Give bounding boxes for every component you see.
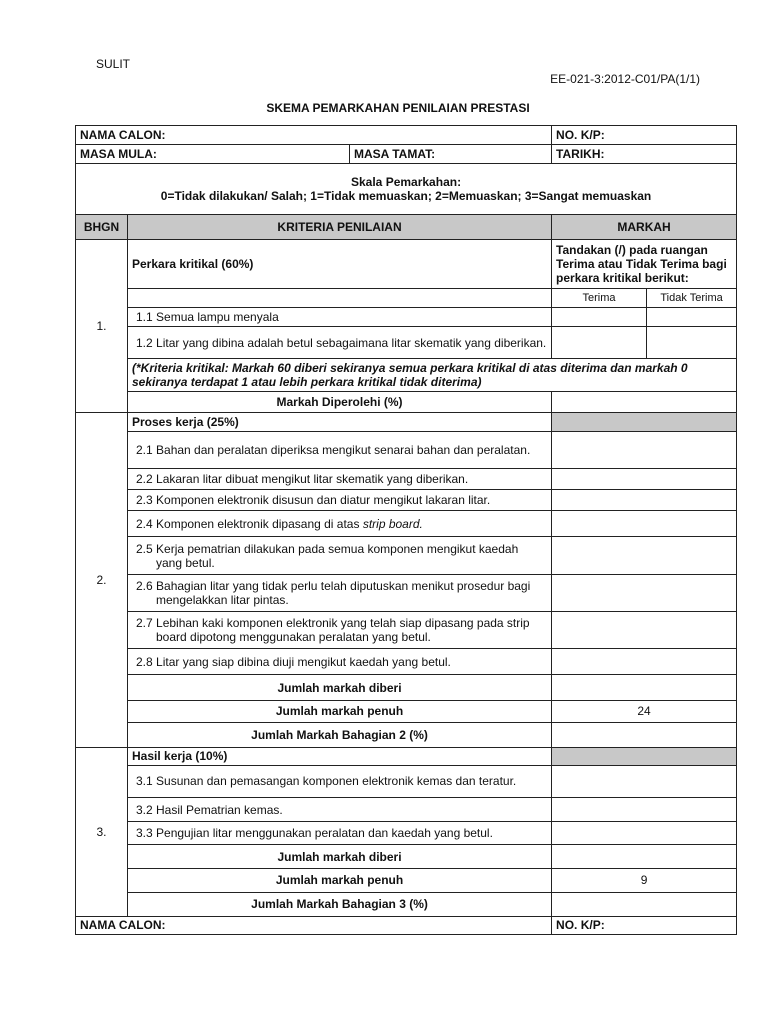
mark-cell[interactable] [552,574,737,611]
table-row [76,327,737,359]
section2-full-value: 24 [552,701,737,722]
criterion-item: 1.2 Litar yang dibina adalah betul sebagaimana litar skematik yang diberikan. [128,327,552,359]
scale-box [76,164,737,214]
section1-heading-row [76,239,737,288]
mark-cell[interactable] [552,431,737,468]
criterion-item: 3.3 Pengujian litar menggunakan peralatan dan kaedah yang betul. [128,822,552,845]
table-row [76,469,737,490]
footer-kp-field[interactable]: NO. K/P: [552,916,737,934]
table-row [76,537,737,574]
accept-column-label: Terima [552,288,647,307]
mark-cell[interactable] [552,765,737,797]
section1-total-label: Markah Diperolehi (%) [128,391,552,412]
table-row [76,308,737,327]
header-section: BHGN [76,214,128,239]
section2-given-label: Jumlah markah diberi [128,675,552,701]
accept-cell[interactable] [552,327,647,359]
section3-heading: Hasil kerja (10%) [128,747,552,765]
section3-percent-label: Jumlah Markah Bahagian 3 (%) [128,892,552,916]
section2-number: 2. [76,412,128,747]
section2-percent-row [76,722,737,747]
table-row [76,797,737,821]
mark-cell[interactable] [552,611,737,648]
section3-given-label: Jumlah markah diberi [128,845,552,869]
header-criteria: KRITERIA PENILAIAN [128,214,552,239]
section3-number: 3. [76,747,128,916]
section3-full-value: 9 [552,869,737,892]
candidate-row [76,126,737,145]
header-marks: MARKAH [552,214,737,239]
section1-spacer [128,288,552,307]
footer-candidate-row [76,916,737,934]
section3-percent-row [76,892,737,916]
footer-name-field[interactable]: NAMA CALON: [76,916,552,934]
table-row [76,490,737,511]
table-row [76,649,737,675]
section3-heading-shade [552,747,737,765]
section1-total-row [76,391,737,412]
criterion-item: 2.3 Komponen elektronik disusun dan diatur mengikut lakaran litar. [128,490,552,511]
reject-cell[interactable] [647,308,737,327]
reject-column-label: Tidak Terima [647,288,737,307]
time-row [76,145,737,164]
section3-full-row [76,869,737,892]
criterion-item: 2.6 Bahagian litar yang tidak perlu telah diputuskan menikut prosedur bagi mengelakkan litar pintas. [128,574,552,611]
section1-number: 1. [76,239,128,412]
criterion-item: 3.2 Hasil Pematrian kemas. [128,797,552,821]
section1-columns-row [76,288,737,307]
scale-levels: 0=Tidak dilakukan/ Salah; 1=Tidak memuaskan; 2=Memuaskan; 3=Sangat memuaskan [160,188,652,203]
section3-given-value[interactable] [552,845,737,869]
section2-heading: Proses kerja (25%) [128,412,552,431]
table-row [76,765,737,797]
section1-total-value[interactable] [552,391,737,412]
table-row [76,611,737,648]
section2-given-value[interactable] [552,675,737,701]
criterion-item-italic: strip board. [362,516,423,531]
table-row [76,511,737,537]
section1-instruction: Tandakan (/) pada ruangan Terima atau Tidak Terima bagi perkara kritikal berikut: [552,239,737,288]
mark-cell[interactable] [552,822,737,845]
candidate-name-field[interactable]: NAMA CALON: [76,126,552,145]
critical-note-row [76,359,737,391]
section3-given-row [76,845,737,869]
criterion-item: 3.1 Susunan dan pemasangan komponen elektronik kemas dan teratur. [128,765,552,797]
section3-percent-value[interactable] [552,892,737,916]
criterion-item: 2.2 Lakaran litar dibuat mengikut litar skematik yang diberikan. [128,469,552,490]
section2-heading-row [76,412,737,431]
mark-cell[interactable] [552,649,737,675]
criterion-item: 2.5 Kerja pematrian dilakukan pada semua komponen mengikut kaedah yang betul. [128,537,552,574]
accept-cell[interactable] [552,308,647,327]
section3-full-label: Jumlah markah penuh [128,869,552,892]
mark-cell[interactable] [552,797,737,821]
page-title: SKEMA PEMARKAHAN PENILAIAN PRESTASI [266,101,530,115]
mark-cell[interactable] [552,469,737,490]
criterion-item: 2.7 Lebihan kaki komponen elektronik yang telah siap dipasang pada strip board dipotong menggunakan peralatan yang betul. [128,611,552,648]
start-time-field[interactable]: MASA MULA: [76,145,350,164]
mark-cell[interactable] [552,511,737,537]
section2-given-row [76,675,737,701]
assessment-table [75,125,737,935]
table-row [76,431,737,468]
criterion-item: 2.1 Bahan dan peralatan diperiksa mengikut senarai bahan dan peralatan. [128,431,552,468]
table-header-row [76,214,737,239]
document-code: EE-021-3:2012-C01/PA(1/1) [550,72,700,86]
criterion-item: 1.1 Semua lampu menyala [128,308,552,327]
reject-cell[interactable] [647,327,737,359]
section2-full-label: Jumlah markah penuh [128,701,552,722]
section2-heading-shade [552,412,737,431]
criterion-item [128,511,552,537]
candidate-kp-field[interactable]: NO. K/P: [552,126,737,145]
date-field[interactable]: TARIKH: [552,145,737,164]
scale-row [76,164,737,214]
section2-percent-label: Jumlah Markah Bahagian 2 (%) [128,722,552,747]
criterion-item: 2.8 Litar yang siap dibina diuji mengikut kaedah yang betul. [128,649,552,675]
criterion-item-text: 2.4 Komponen elektronik dipasang di atas [136,516,363,531]
critical-note: (*Kriteria kritikal: Markah 60 diberi sekiranya semua perkara kritikal di atas diterima dan markah 0 sekiranya terdapat 1 atau lebih perkara kritikal tidak diterima) [128,359,737,391]
table-row [76,574,737,611]
section3-heading-row [76,747,737,765]
section2-full-row [76,701,737,722]
scale-title: Skala Pemarkahan: [351,174,462,189]
table-row [76,822,737,845]
section1-heading: Perkara kritikal (60%) [128,239,552,288]
mark-cell[interactable] [552,490,737,511]
section2-percent-value[interactable] [552,722,737,747]
mark-cell[interactable] [552,537,737,574]
end-time-field[interactable]: MASA TAMAT: [350,145,552,164]
classification-label: SULIT [96,57,131,71]
